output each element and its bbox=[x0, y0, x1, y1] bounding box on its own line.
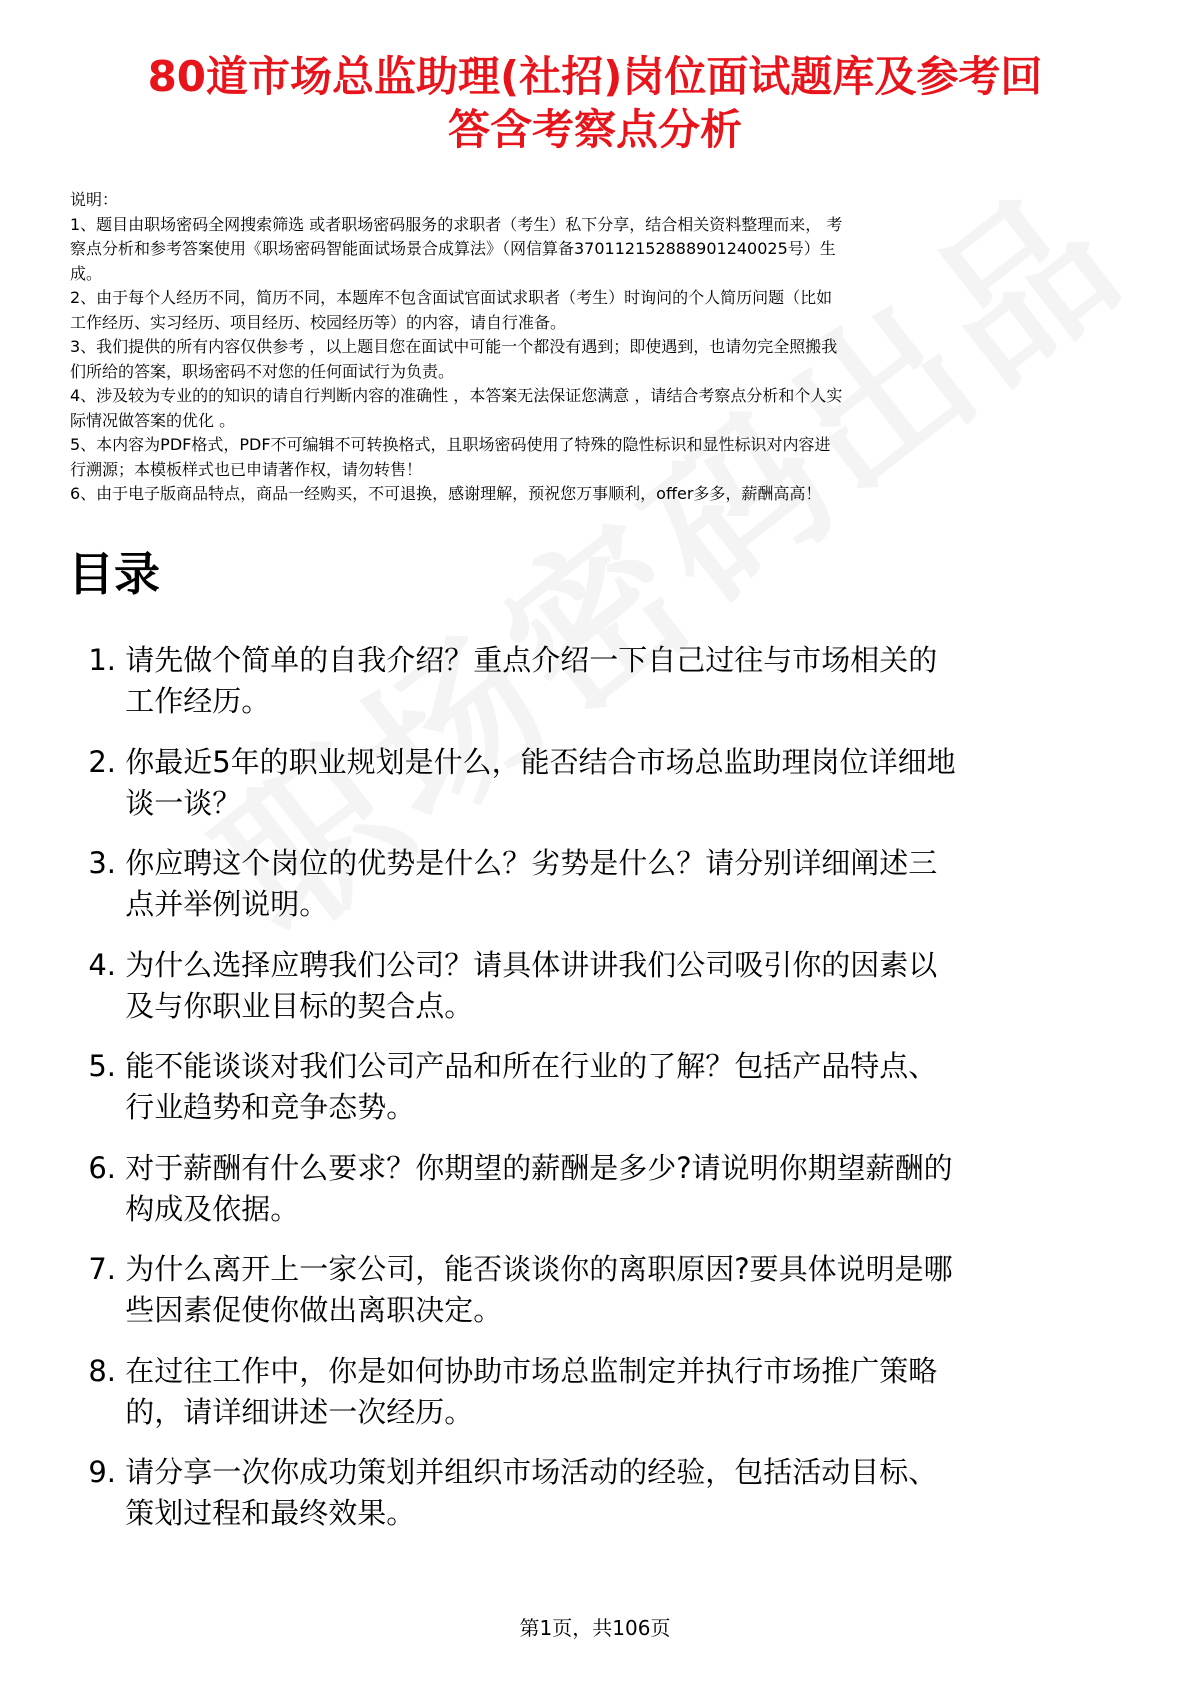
toc-item[interactable] bbox=[70, 945, 1130, 1027]
notes-line: 行溯源；本模板样式也已申请著作权，请勿转售！ bbox=[70, 459, 423, 479]
toc-item-text bbox=[116, 945, 1130, 1027]
toc-item-text bbox=[116, 1249, 1130, 1331]
toc-item-number: 5. bbox=[88, 1049, 116, 1083]
toc-item-text bbox=[116, 1148, 1130, 1230]
toc-item-line: 请分享一次你成功策划并组织市场活动的经验，包括活动目标、 bbox=[125, 1455, 938, 1489]
toc-item-number: 1. bbox=[88, 643, 116, 677]
toc-item[interactable] bbox=[70, 1452, 1130, 1534]
notes-line: 3、我们提供的所有内容仅供参考 ，以上题目您在面试中可能一个都没有遇到；即使遇到，也请勿完全照搬我 bbox=[70, 337, 838, 356]
notes-line: 察点分析和参考答案使用《职场密码智能面试场景合成算法》（网信算备370112152888901240025号）生 bbox=[70, 239, 836, 258]
toc-item-line: 及与你职业目标的契合点。 bbox=[125, 988, 474, 1023]
toc-item-number: 4. bbox=[88, 947, 116, 982]
toc-item-line: 构成及依据。 bbox=[125, 1191, 300, 1226]
toc-item-line: 你最近5年的职业规划是什么，能否结合市场总监助理岗位详细地 bbox=[125, 744, 956, 779]
page-footer: 第1页，共106页 bbox=[519, 1616, 671, 1640]
toc-item-line: 在过往工作中，你是如何协助市场总监制定并执行市场推广策略 bbox=[125, 1353, 938, 1388]
toc-item-line: 谈一谈？ bbox=[125, 785, 242, 820]
toc-item-line: 些因素促使你做出离职决定。 bbox=[125, 1293, 503, 1327]
notes-line: 际情况做答案的优化 。 bbox=[70, 410, 236, 430]
toc-item-number: 3. bbox=[88, 846, 116, 880]
title-line-2: 答含考察点分析 bbox=[447, 105, 742, 154]
toc-item-text bbox=[116, 1452, 1130, 1534]
document-title bbox=[60, 50, 1130, 156]
toc-item-line: 为什么选择应聘我们公司？请具体讲讲我们公司吸引你的因素以 bbox=[125, 947, 938, 982]
toc-item-text bbox=[116, 1046, 1130, 1128]
notes-line: 工作经历、实习经历、项目经历、校园经历等）的内容，请自行准备。 bbox=[70, 312, 567, 332]
toc-item[interactable] bbox=[70, 640, 1130, 722]
toc-item[interactable] bbox=[70, 1148, 1130, 1230]
toc-item-line: 你应聘这个岗位的优势是什么？劣势是什么？请分别详细阐述三 bbox=[125, 846, 938, 880]
toc-item-text bbox=[116, 1351, 1130, 1433]
toc-item-number: 8. bbox=[88, 1353, 116, 1388]
toc-item[interactable] bbox=[70, 1351, 1130, 1433]
toc-item-number: 7. bbox=[88, 1252, 116, 1286]
toc-item-number: 6. bbox=[88, 1150, 116, 1185]
notes-line: 6、由于电子版商品特点，商品一经购买，不可退换，感谢理解，预祝您万事顺利，offer多多，薪酬高高！ bbox=[70, 484, 822, 503]
toc-item-line: 能不能谈谈对我们公司产品和所在行业的了解？包括产品特点、 bbox=[125, 1049, 938, 1083]
notes-line: 们所给的答案，职场密码不对您的任何面试行为负责。 bbox=[70, 361, 455, 381]
toc-heading: 目录 bbox=[68, 547, 160, 601]
toc-list bbox=[70, 640, 1130, 1554]
toc-item[interactable] bbox=[70, 1046, 1130, 1128]
toc-item[interactable] bbox=[70, 1249, 1130, 1331]
toc-item-line: 工作经历。 bbox=[125, 684, 271, 718]
toc-item-line: 请先做个简单的自我介绍？重点介绍一下自己过往与市场相关的 bbox=[125, 643, 938, 677]
toc-item-line: 策划过程和最终效果。 bbox=[125, 1496, 416, 1530]
toc-item-line: 为什么离开上一家公司，能否谈谈你的离职原因?要具体说明是哪 bbox=[125, 1252, 953, 1286]
notes-section bbox=[70, 188, 1130, 507]
notes-line: 1、题目由职场密码全网搜索筛选 或者职场密码服务的求职者（考生）私下分享，结合相关资料整理而来， 考 bbox=[70, 214, 843, 234]
notes-line: 4、涉及较为专业的的知识的请自行判断内容的准确性 ，本答案无法保证您满意 ，请结合考察点分析和个人实 bbox=[70, 386, 843, 405]
toc-item-text bbox=[116, 640, 1130, 722]
toc-item-text bbox=[116, 742, 1130, 824]
notes-line: 5、本内容为PDF格式，PDF不可编辑不可转换格式，且职场密码使用了特殊的隐性标识和显性标识对内容进 bbox=[70, 435, 831, 454]
toc-item-number: 2. bbox=[88, 744, 116, 779]
toc-item-line: 对于薪酬有什么要求？你期望的薪酬是多少?请说明你期望薪酬的 bbox=[125, 1150, 953, 1185]
title-line-1: 80道市场总监助理(社招)岗位面试题库及参考回 bbox=[147, 52, 1043, 101]
toc-item-line: 行业趋势和竞争态势。 bbox=[125, 1090, 416, 1124]
toc-item-text bbox=[116, 843, 1130, 925]
toc-item-number: 9. bbox=[88, 1455, 116, 1489]
toc-item-line: 的，请详细讲述一次经历。 bbox=[125, 1394, 474, 1429]
toc-item[interactable] bbox=[70, 742, 1130, 824]
notes-line: 成。 bbox=[70, 263, 103, 283]
notes-heading: 说明： bbox=[70, 190, 119, 209]
toc-item-line: 点并举例说明。 bbox=[125, 887, 329, 921]
toc-item[interactable] bbox=[70, 843, 1130, 925]
notes-line: 2、由于每个人经历不同，简历不同，本题库不包含面试官面试求职者（考生）时询问的个人简历问题（比如 bbox=[70, 288, 833, 307]
